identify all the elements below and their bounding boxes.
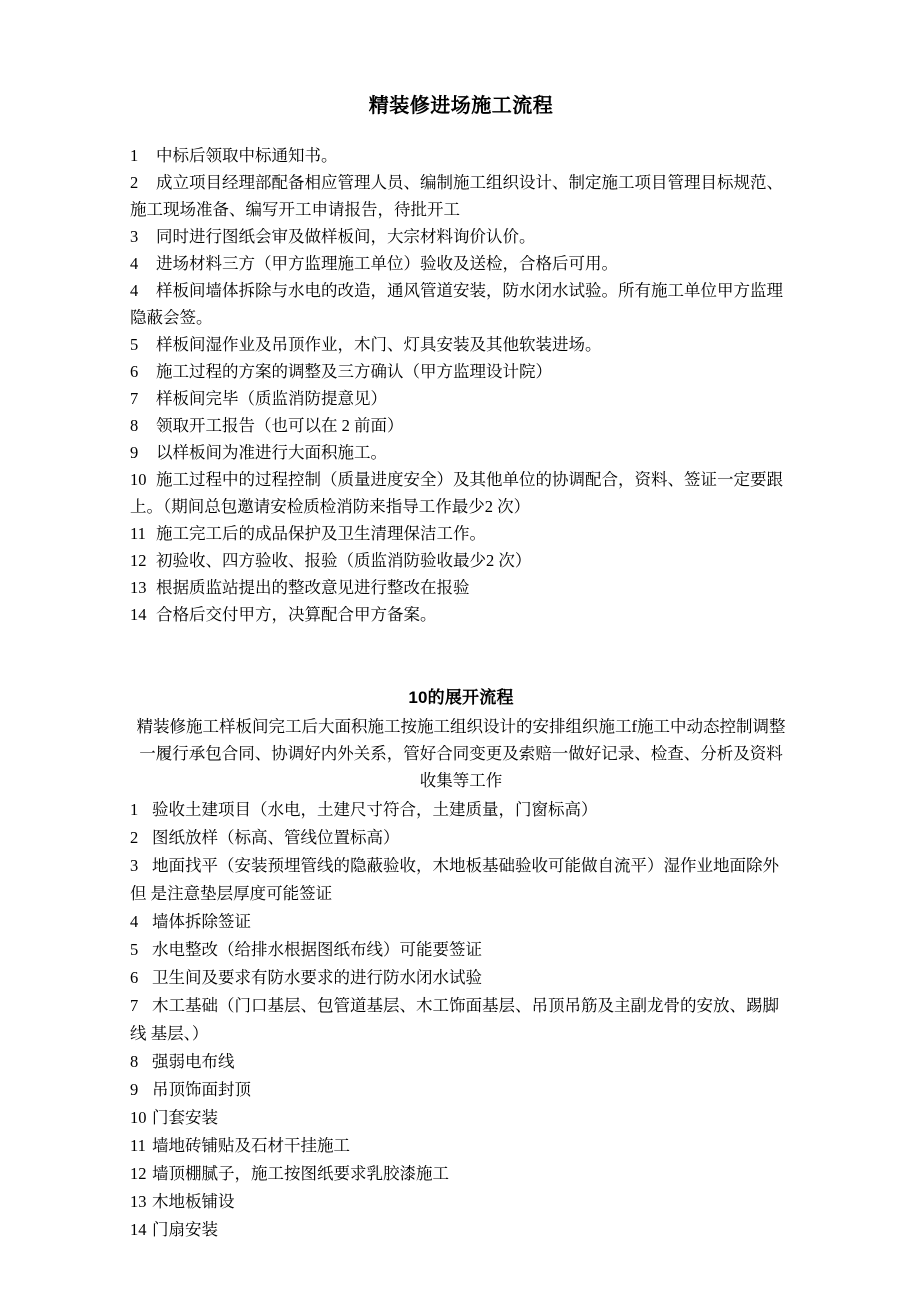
section2-item-number: 3 [130, 856, 139, 875]
section1-item [130, 142, 792, 169]
section1-item-text: 中标后领取中标通知书。 [156, 146, 338, 165]
section1-item-number: 13 [130, 578, 147, 597]
section2-item-text: 水电整改（给排水根据图纸布线）可能要签证 [152, 940, 482, 959]
section1-item [130, 250, 792, 277]
section1-item-number: 10 [130, 470, 147, 489]
section2-item-number: 5 [130, 940, 139, 959]
section2-item [130, 908, 792, 936]
section1-item-number: 8 [130, 416, 139, 435]
section2-item-number: 12 [130, 1164, 147, 1183]
section1-item [130, 574, 792, 601]
section2-item [130, 1216, 792, 1244]
section1-item-number: 6 [130, 362, 139, 381]
section1-item-text: 成立项目经理部配备相应管理人员、编制施工组织设计、制定施工项目管理目标规范、施工现场准备、编写开工申请报告，待批开工 [130, 173, 783, 219]
section1-item-text: 根据质监站提出的整改意见进行整改在报验 [156, 578, 470, 597]
section2-item [130, 1160, 792, 1188]
section2-intro-paragraph [130, 713, 792, 794]
section1-item-text: 样板间完毕（质监消防提意见） [156, 389, 387, 408]
section1-item [130, 520, 792, 547]
section2-list [130, 796, 792, 1244]
section1-item-number: 4 [130, 281, 139, 300]
section2-item-text: 门套安装 [152, 1108, 218, 1127]
section2-item [130, 796, 792, 824]
section2-item-number: 4 [130, 912, 139, 931]
section1-item-text: 样板间湿作业及吊顶作业，木门、灯具安装及其他软装进场。 [156, 335, 602, 354]
section2-item-number: 14 [130, 1220, 147, 1239]
section2-item [130, 936, 792, 964]
section2-item-text: 墙体拆除签证 [152, 912, 251, 931]
section2-item [130, 964, 792, 992]
section1-item-text: 施工完工后的成品保护及卫生清理保洁工作。 [156, 524, 486, 543]
section2-item-number: 2 [130, 828, 139, 847]
section1-item [130, 547, 792, 574]
section2-item-text: 图纸放样（标高、管线位置标高） [152, 828, 400, 847]
section2-item-number: 7 [130, 996, 139, 1015]
section1-item [130, 277, 792, 331]
section2-item-text: 墙顶棚腻子，施工按图纸要求乳胶漆施工 [152, 1164, 449, 1183]
section2-item [130, 824, 792, 852]
section2-item-text: 强弱电布线 [152, 1052, 235, 1071]
section2-item [130, 1076, 792, 1104]
section1-item [130, 466, 792, 520]
section2-item-number: 6 [130, 968, 139, 987]
section1-item-text: 样板间墙体拆除与水电的改造，通风管道安装，防水闭水试验。所有施工单位甲方监理隐蔽会签。 [130, 281, 783, 327]
section2-item [130, 1104, 792, 1132]
section1-item-number: 5 [130, 335, 139, 354]
section1-item [130, 331, 792, 358]
section1-item [130, 385, 792, 412]
section1-list [130, 142, 792, 628]
section2-item-text: 门扇安装 [152, 1220, 218, 1239]
section2-item-number: 9 [130, 1080, 139, 1099]
section1-item [130, 358, 792, 385]
section2-item [130, 992, 792, 1048]
section1-item-number: 3 [130, 227, 139, 246]
section1-item-text: 施工过程的方案的调整及三方确认（甲方监理设计院） [156, 362, 552, 381]
section2-item [130, 1048, 792, 1076]
section2-item-number: 1 [130, 800, 139, 819]
section1-item-text: 进场材料三方（甲方监理施工单位）验收及送检，合格后可用。 [156, 254, 618, 273]
section1-item-text: 以样板间为准进行大面积施工。 [156, 443, 387, 462]
section2-item-number: 8 [130, 1052, 139, 1071]
section2-item-text: 墙地砖铺贴及石材干挂施工 [152, 1136, 350, 1155]
section1-item [130, 412, 792, 439]
section2-heading-text: 的展开流程 [427, 688, 514, 707]
section2-item-text: 地面找平（安装预埋管线的隐蔽验收，木地板基础验收可能做自流平）湿作业地面除外但 是注意垫层厚度可能签证 [130, 856, 779, 903]
section1-item-text: 初验收、四方验收、报验（质监消防验收最少2 次） [156, 551, 532, 570]
page-title: 精装修进场施工流程 [368, 95, 554, 117]
section2-intro-main: 精装修施工样板间完工后大面积施工按施工组织设计的安排组织施工f施工中动态控制调整一履行承包合同、协调好内外关系，管好合同变更及索赔一做好记录、检查、分析及资料 [136, 717, 786, 763]
section1-item-text: 施工过程中的过程控制（质量进度安全）及其他单位的协调配合，资料、签证一定要跟上。（期间总包邀请安检质检消防来指导工作最少2 次） [130, 470, 783, 516]
section2-item-number: 13 [130, 1192, 147, 1211]
section1-item-number: 7 [130, 389, 139, 408]
section2-item-number: 11 [130, 1136, 146, 1155]
section2-item-text: 吊顶饰面封顶 [152, 1080, 251, 1099]
section2-item-text: 卫生间及要求有防水要求的进行防水闭水试验 [152, 968, 482, 987]
section1-item [130, 601, 792, 628]
spacer-title-list [130, 120, 792, 142]
section1-item-number: 11 [130, 524, 146, 543]
document-content [130, 0, 792, 1244]
section2-item [130, 1132, 792, 1160]
section1-item-text: 合格后交付甲方，决算配合甲方备案。 [156, 605, 437, 624]
section1-item [130, 223, 792, 250]
section2-intro-tail: 收集等工作 [419, 771, 503, 790]
section1-item-number: 14 [130, 605, 147, 624]
spacer-list-section [130, 628, 792, 686]
section2-heading-number: 10 [408, 688, 428, 707]
section2-item [130, 1188, 792, 1216]
section1-item-text: 领取开工报告（也可以在 2 前面） [156, 416, 404, 435]
section1-item [130, 169, 792, 223]
section2-item-text: 验收土建项目（水电，土建尺寸符合，土建质量，门窗标高） [152, 800, 598, 819]
section2-heading [130, 686, 792, 710]
section2-item-text: 木地板铺设 [152, 1192, 235, 1211]
section1-item-number: 4 [130, 254, 139, 273]
section2-item-text: 木工基础（门口基层、包管道基层、木工饰面基层、吊顶吊筋及主副龙骨的安放、踢脚线 基层、） [130, 996, 779, 1043]
section1-item-number: 9 [130, 443, 139, 462]
section1-item-text: 同时进行图纸会审及做样板间，大宗材料询价认价。 [156, 227, 536, 246]
section1-item-number: 1 [130, 146, 139, 165]
section2-item [130, 852, 792, 908]
section1-item [130, 439, 792, 466]
section2-item-number: 10 [130, 1108, 147, 1127]
section1-item-number: 12 [130, 551, 147, 570]
section1-item-number: 2 [130, 173, 139, 192]
